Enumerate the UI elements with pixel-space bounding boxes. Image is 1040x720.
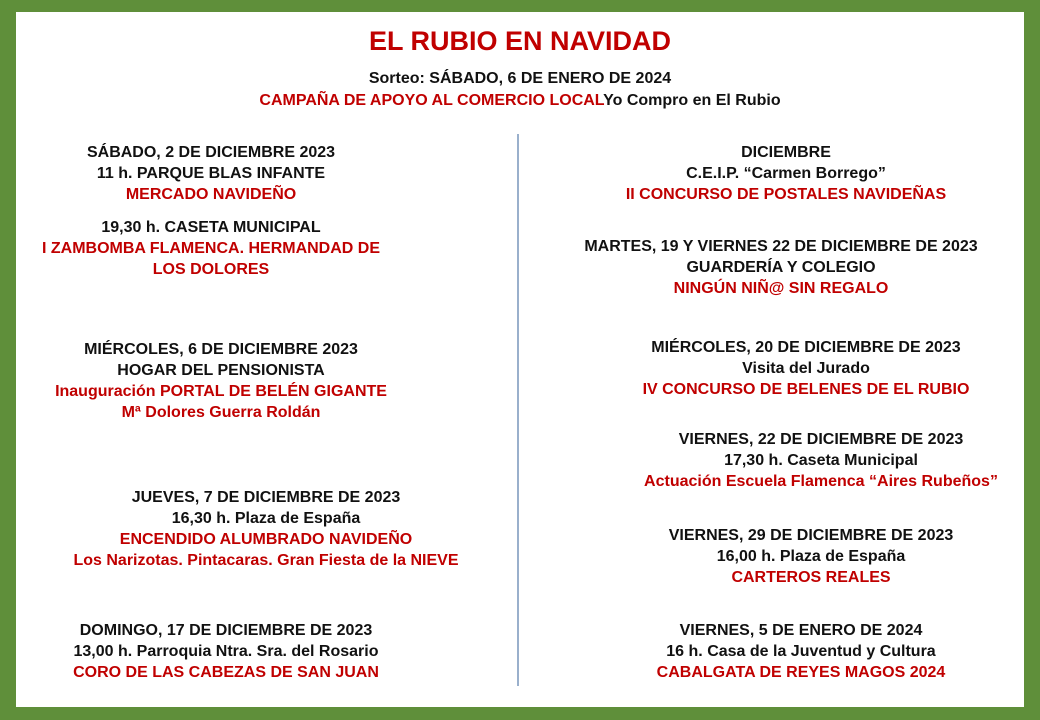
event-date: VIERNES, 22 DE DICIEMBRE DE 2023 [678,431,964,448]
event-title: IV CONCURSO DE BELENES DE EL RUBIO [642,381,970,398]
event-place: C.E.I.P. “Carmen Borrego” [686,165,886,182]
event-left-4 [16,487,516,571]
event-date: MIÉRCOLES, 6 DE DICIEMBRE 2023 [84,341,358,358]
event-date: DICIEMBRE [741,144,831,161]
event-place: 16,30 h. Plaza de España [171,510,361,527]
event-left-2 [16,217,406,280]
event-right-4 [586,429,1040,492]
event-right-2 [546,236,1016,299]
event-date: JUEVES, 7 DE DICIEMBRE DE 2023 [131,489,401,506]
event-title: CARTEROS REALES [731,569,891,586]
event-place: 19,30 h. CASETA MUNICIPAL [101,219,321,236]
poster-title: EL RUBIO EN NAVIDAD [368,26,672,56]
event-title: II CONCURSO DE POSTALES NAVIDEÑAS [625,186,947,203]
event-title: Inauguración PORTAL DE BELÉN GIGANTE [55,383,387,400]
poster-panel [16,12,1024,707]
event-place: 16,00 h. Plaza de España [716,548,906,565]
event-date: VIERNES, 29 DE DICIEMBRE DE 2023 [668,527,954,544]
campaign-red-text: CAMPAÑA DE APOYO AL COMERCIO LOCAL [259,92,604,109]
event-place: 16 h. Casa de la Juventud y Cultura [666,643,936,660]
event-date: VIERNES, 5 DE ENERO DE 2024 [679,622,923,639]
event-place: 13,00 h. Parroquia Ntra. Sra. del Rosario [73,643,379,660]
event-right-1b [556,142,1016,205]
event-place: 11 h. PARQUE BLAS INFANTE [96,165,326,182]
event-place: Visita del Jurado [742,360,870,377]
event-place: HOGAR DEL PENSIONISTA [117,362,325,379]
event-title: I ZAMBOMBA FLAMENCA. HERMANDAD DE [41,240,381,257]
event-title: Actuación Escuela Flamenca “Aires Rubeños” [644,473,998,490]
event-title: CORO DE LAS CABEZAS DE SAN JUAN [73,664,379,681]
event-place: GUARDERÍA Y COLEGIO [686,259,876,276]
sorteo-line: Sorteo: SÁBADO, 6 DE ENERO DE 2024 [368,70,672,87]
campaign-black-text: Yo Compro en El Rubio [603,92,781,109]
event-left-5 [16,620,436,683]
event-place: 17,30 h. Caseta Municipal [724,452,918,469]
event-title: LOS DOLORES [152,261,270,278]
event-left-3 [16,339,426,423]
event-title: Los Narizotas. Pintacaras. Gran Fiesta de la NIEVE [73,552,459,569]
event-title: Mª Dolores Guerra Roldán [121,404,321,421]
event-date: MARTES, 19 Y VIERNES 22 DE DICIEMBRE DE 2023 [584,238,978,255]
event-title: CABALGATA DE REYES MAGOS 2024 [656,664,946,681]
event-left-1 [16,142,406,205]
event-right-5 [586,525,1036,588]
campaign-line [16,92,1024,110]
event-title: ENCENDIDO ALUMBRADO NAVIDEÑO [119,531,413,548]
event-date: DOMINGO, 17 DE DICIEMBRE DE 2023 [79,622,373,639]
event-title: NINGÚN NIÑ@ SIN REGALO [673,280,889,297]
event-date: SÁBADO, 2 DE DICIEMBRE 2023 [86,144,336,161]
column-divider [517,134,519,686]
event-title: MERCADO NAVIDEÑO [125,186,297,203]
event-date: MIÉRCOLES, 20 DE DICIEMBRE DE 2023 [651,339,961,356]
event-right-6 [576,620,1026,683]
event-right-3 [576,337,1036,400]
